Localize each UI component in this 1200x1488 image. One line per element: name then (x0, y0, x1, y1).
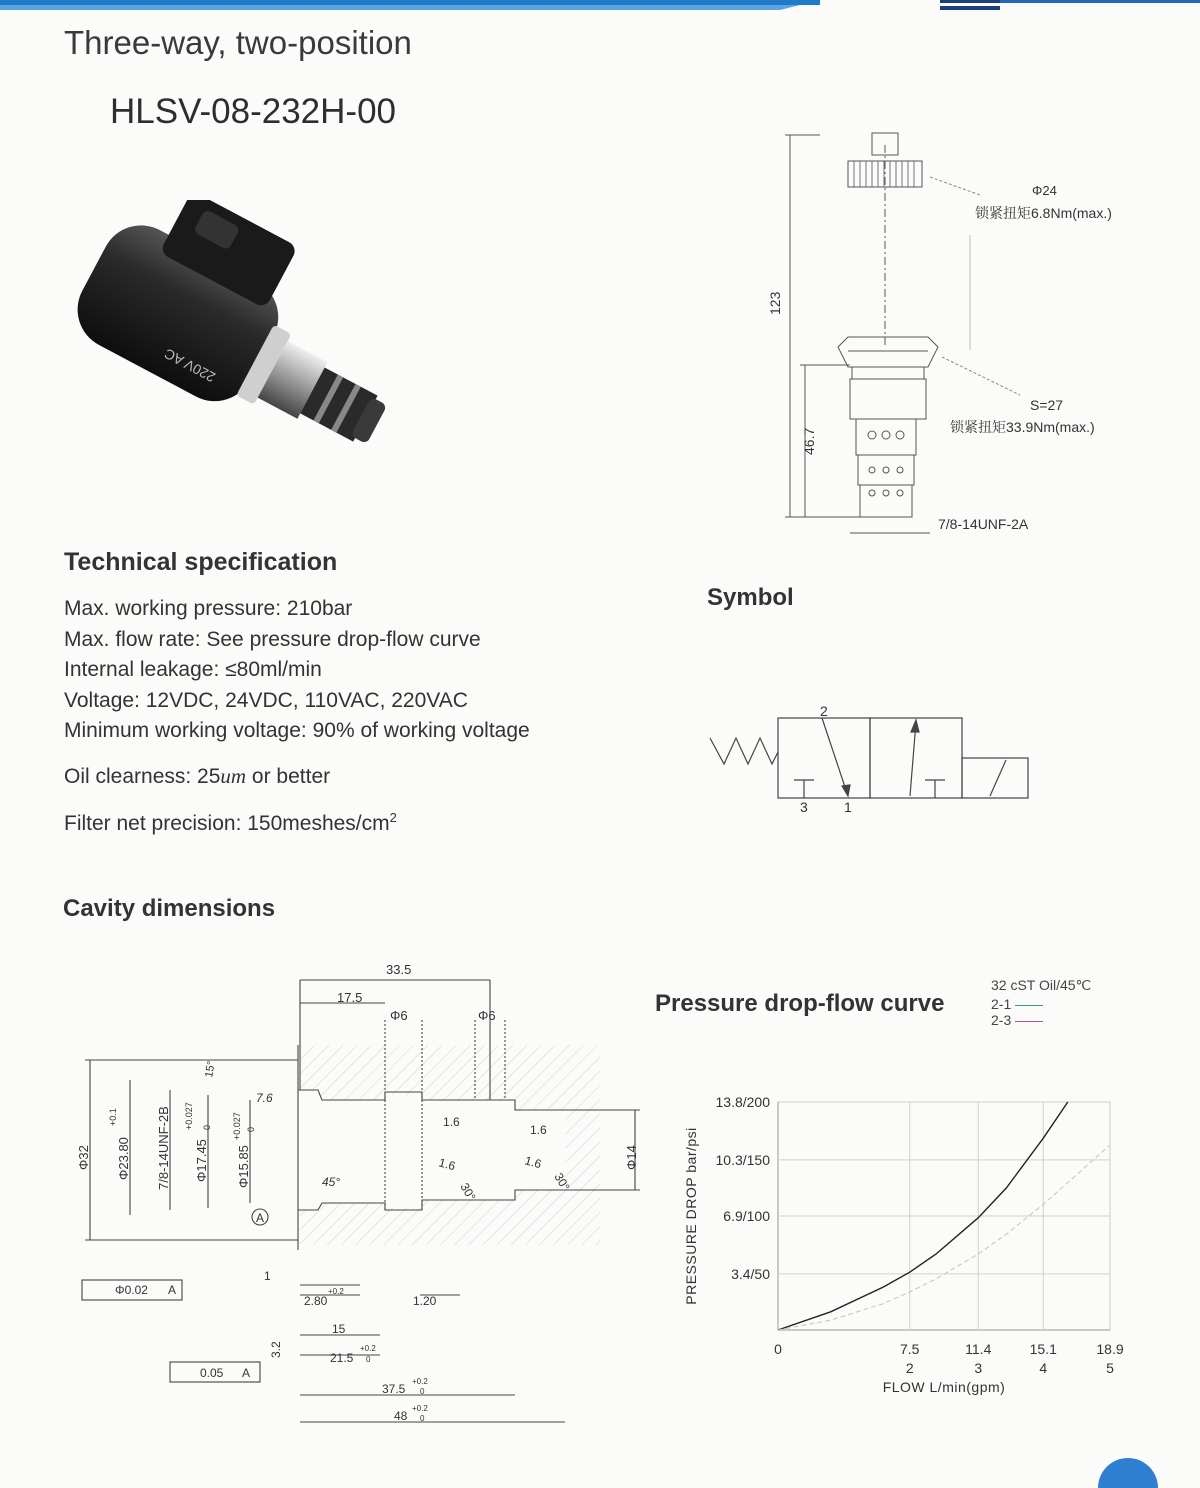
x-tick-label: 15.1 (1029, 1341, 1057, 1357)
port-2: 2 (820, 703, 828, 719)
dim-37-5: 37.5 (382, 1382, 406, 1396)
x-tick-label-gpm: 3 (974, 1360, 983, 1376)
y-axis-label: PRESSURE DROP bar/psi (683, 1127, 699, 1305)
x-tick-label: 11.4 (965, 1341, 992, 1357)
datum-a: A (256, 1211, 265, 1225)
dim-phi17-tol-l: 0 (202, 1124, 212, 1130)
x-tick-label-gpm: 2 (905, 1360, 914, 1376)
spec-oil-clearness (64, 764, 330, 789)
y-tick-label: 10.3/150 (715, 1151, 770, 1168)
dim-21-5-tol-l: 0 (366, 1355, 371, 1364)
dim-phi23-tol: +0.1 (108, 1108, 118, 1126)
legend-label: 2-1 (991, 996, 1012, 1012)
tol-roundness-datum: A (168, 1283, 177, 1297)
oil-label: Oil clearness: 25 (64, 765, 221, 788)
legend-label: 2-3 (991, 1012, 1012, 1028)
hex-size: S=27 (1030, 397, 1064, 413)
dim-phi23: Φ23.80 (116, 1137, 131, 1180)
dim-37-5-tol-l: 0 (420, 1387, 425, 1396)
legend-item (991, 996, 1043, 1012)
dim-7-6: 7.6 (256, 1091, 273, 1105)
product-photo (60, 200, 410, 470)
spec-line: Voltage: 12VDC, 24VDC, 110VAC, 220VAC (64, 689, 468, 712)
dim-phi6-a: Φ6 (390, 1008, 408, 1023)
dim-15deg: 15° (203, 1060, 218, 1079)
x-tick-label-gpm: 4 (1039, 1360, 1048, 1376)
nut-diameter: Φ24 (1032, 183, 1057, 198)
spec-line: Max. working pressure: 210bar (64, 597, 353, 620)
y-tick-label: 6.9/100 (723, 1208, 770, 1224)
dim-48-tol-l: 0 (420, 1414, 425, 1423)
spec-line: Internal leakage: ≤80ml/min (64, 658, 322, 681)
page-corner-decoration (1098, 1458, 1158, 1488)
dim-15: 15 (332, 1322, 346, 1336)
dim-thread: 7/8-14UNF-2B (156, 1106, 171, 1190)
cavity-drawing (60, 960, 660, 1460)
spec-filter (64, 810, 397, 836)
tol-roundness: Φ0.02 (115, 1283, 148, 1297)
dim-phi17-tol: +0.027 (184, 1102, 194, 1130)
legend-item (991, 1012, 1043, 1028)
oil-suffix: or better (246, 765, 331, 788)
x-axis-label: FLOW L/min(gpm) (882, 1379, 1006, 1395)
dim-phi6-b: Φ6 (478, 1008, 496, 1023)
top-banner (0, 0, 1200, 14)
tol-flatness: 0.05 (200, 1366, 224, 1380)
y-tick-label: 13.8/200 (715, 1094, 770, 1110)
spec-line: Max. flow rate: See pressure drop-flow curve (64, 628, 481, 651)
dim-48-tol: +0.2 (412, 1404, 428, 1413)
dim-r1-6b: 1.6 (437, 1155, 457, 1174)
symbol-heading: Symbol (707, 584, 794, 611)
legend-swatch (1015, 1005, 1043, 1006)
body-torque: 锁紧扭矩33.9Nm(max.) (950, 419, 1095, 435)
model-number: HLSV-08-232H-00 (110, 92, 396, 131)
coil-marking: 220V AC (161, 345, 218, 386)
dim-2-80: 2.80 (304, 1294, 328, 1308)
port-1: 1 (844, 799, 852, 815)
dim-3-2: 3.2 (269, 1341, 283, 1358)
dim-r1-6c: 1.6 (530, 1123, 547, 1137)
outline-thread: 7/8-14UNF-2A (938, 516, 1029, 532)
dim-48: 48 (394, 1409, 408, 1423)
chart-title: Pressure drop-flow curve (655, 990, 945, 1017)
x-tick-label: 18.9 (1096, 1341, 1124, 1357)
overall-length: 123 (767, 291, 783, 315)
dim-phi15: Φ15.85 (236, 1145, 251, 1188)
dim-21-5-tol: +0.2 (360, 1344, 376, 1353)
dim-33-5: 33.5 (386, 962, 412, 977)
dim-30deg-a: 30° (457, 1180, 479, 1204)
series-line-2-3 (778, 1145, 1110, 1330)
oil-unit: um (220, 764, 247, 788)
x-tick-label: 7.5 (900, 1341, 920, 1357)
dim-21-5: 21.5 (330, 1351, 354, 1365)
spec-heading: Technical specification (64, 548, 338, 576)
legend-swatch (1015, 1021, 1043, 1022)
filter-sup: 2 (389, 810, 397, 825)
dim-phi14: Φ14 (624, 1145, 639, 1170)
outline-drawing (760, 125, 1180, 545)
y-tick-label: 3.4/50 (731, 1265, 770, 1282)
x-tick-label: 0 (774, 1341, 782, 1357)
hydraulic-symbol (700, 700, 1040, 820)
filter-label: Filter net precision: 150meshes/cm (64, 812, 390, 835)
tol-flatness-datum: A (242, 1366, 251, 1380)
dim-r1-6a: 1.6 (443, 1115, 460, 1129)
dim-1: 1 (264, 1269, 271, 1283)
x-tick-label-gpm: 5 (1106, 1360, 1114, 1376)
dim-37-5-tol: +0.2 (412, 1377, 428, 1386)
pressure-flow-chart (680, 1090, 1160, 1400)
dim-17-5: 17.5 (337, 990, 363, 1005)
chart-note: 32 cST Oil/45℃ (991, 977, 1092, 993)
port-3: 3 (800, 799, 808, 815)
dim-phi15-tol-l: 0 (246, 1126, 256, 1132)
dim-45deg: 45° (322, 1175, 341, 1189)
page-title: Three-way, two-position (64, 24, 412, 61)
spec-line: Minimum working voltage: 90% of working voltage (64, 719, 530, 742)
dim-phi32: Φ32 (76, 1145, 91, 1170)
body-length: 46.7 (801, 427, 817, 455)
dim-30deg-b: 30° (551, 1170, 573, 1194)
cavity-heading: Cavity dimensions (63, 895, 276, 922)
dim-2-80-tol: +0.2 (328, 1287, 344, 1296)
dim-phi15-tol: +0.027 (232, 1112, 242, 1140)
dim-phi17: Φ17.45 (194, 1139, 209, 1182)
dim-1-20: 1.20 (413, 1294, 437, 1308)
dim-r1-6d: 1.6 (523, 1153, 543, 1172)
nut-torque: 锁紧扭矩6.8Nm(max.) (975, 205, 1112, 221)
